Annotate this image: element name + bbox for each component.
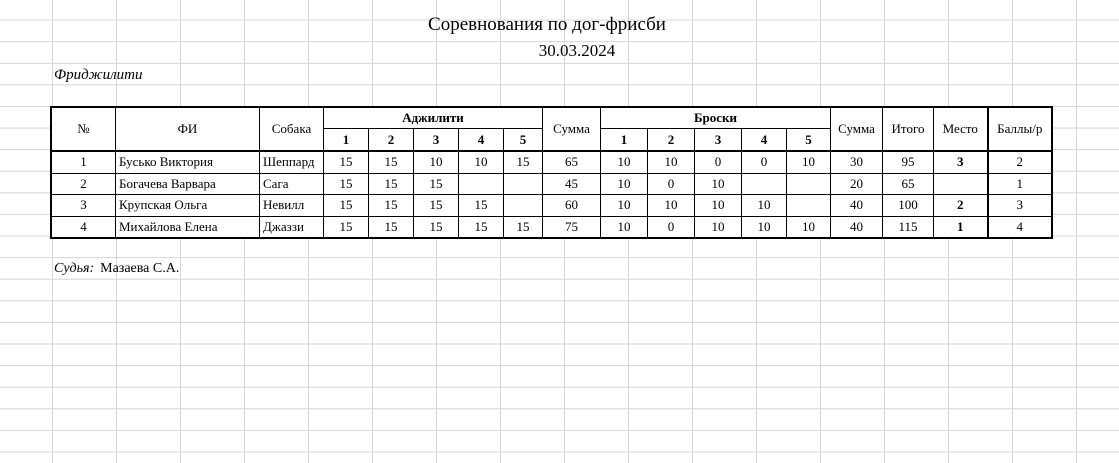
row-num[interactable]: 2 [52,173,116,195]
header-name: ФИ [116,108,260,152]
competition-date: 30.03.2024 [538,41,616,60]
agility-sum[interactable]: 60 [543,195,601,217]
header-agility: Аджилити [324,108,543,129]
agility-score[interactable]: 15 [459,216,504,238]
total-score[interactable]: 65 [883,173,934,195]
agility-round-header: 3 [414,129,459,152]
discipline-label: Фриджилити [54,67,143,83]
throw-score[interactable]: 10 [742,216,787,238]
points[interactable]: 1 [988,173,1052,195]
agility-score[interactable]: 15 [369,216,414,238]
throw-score[interactable]: 10 [648,151,695,173]
throw-score[interactable]: 0 [648,173,695,195]
judge-name: Мазаева С.А. [100,261,180,276]
judge-line [54,261,179,277]
throws-round-header: 2 [648,129,695,152]
throw-score[interactable]: 10 [601,195,648,217]
agility-sum[interactable]: 65 [543,151,601,173]
throw-score[interactable]: 10 [695,195,742,217]
throw-score[interactable]: 10 [787,216,831,238]
row-num[interactable]: 3 [52,195,116,217]
participant-name[interactable]: Михайлова Елена [116,216,260,238]
place[interactable]: 3 [934,151,988,173]
row-num[interactable]: 4 [52,216,116,238]
agility-score[interactable] [504,173,543,195]
table-row [52,151,1052,173]
agility-score[interactable]: 15 [504,151,543,173]
throw-score[interactable]: 10 [601,216,648,238]
agility-score[interactable]: 15 [369,151,414,173]
agility-score[interactable]: 15 [324,195,369,217]
points[interactable]: 3 [988,195,1052,217]
throws-sum[interactable]: 40 [831,216,883,238]
agility-score[interactable]: 15 [459,195,504,217]
dog-name[interactable]: Невилл [260,195,324,217]
agility-round-header: 2 [369,129,414,152]
agility-score[interactable]: 15 [414,195,459,217]
throws-sum[interactable]: 40 [831,195,883,217]
place[interactable] [934,173,988,195]
row-num[interactable]: 1 [52,151,116,173]
agility-score[interactable]: 15 [324,216,369,238]
total-score[interactable]: 95 [883,151,934,173]
agility-round-header: 5 [504,129,543,152]
header-points: Баллы/р [988,108,1052,152]
participant-name[interactable]: Крупская Ольга [116,195,260,217]
agility-sum[interactable]: 75 [543,216,601,238]
throws-sum[interactable]: 30 [831,151,883,173]
participant-name[interactable]: Богачева Варвара [116,173,260,195]
throw-score[interactable]: 10 [601,151,648,173]
agility-score[interactable]: 15 [369,195,414,217]
throw-score[interactable]: 0 [648,216,695,238]
throw-score[interactable]: 10 [787,151,831,173]
throw-score[interactable]: 0 [695,151,742,173]
throws-round-header: 1 [601,129,648,152]
agility-score[interactable]: 15 [324,151,369,173]
total-score[interactable]: 115 [883,216,934,238]
dog-name[interactable]: Шеппард [260,151,324,173]
throw-score[interactable]: 0 [742,151,787,173]
agility-score[interactable]: 15 [504,216,543,238]
table-row [52,195,1052,217]
dog-name[interactable]: Сага [260,173,324,195]
table-row [52,216,1052,238]
agility-score[interactable]: 10 [414,151,459,173]
throw-score[interactable]: 10 [695,173,742,195]
header-dog: Собака [260,108,324,152]
points[interactable]: 2 [988,151,1052,173]
throws-round-header: 3 [695,129,742,152]
agility-sum[interactable]: 45 [543,173,601,195]
throw-score[interactable]: 10 [742,195,787,217]
header-place: Место [934,108,988,152]
throw-score[interactable]: 10 [695,216,742,238]
header-sum-throws: Сумма [831,108,883,152]
total-score[interactable]: 100 [883,195,934,217]
throw-score[interactable] [787,173,831,195]
agility-score[interactable] [459,173,504,195]
agility-score[interactable]: 10 [459,151,504,173]
agility-score[interactable]: 15 [324,173,369,195]
throws-sum[interactable]: 20 [831,173,883,195]
header-total: Итого [883,108,934,152]
results-table [51,107,1052,238]
throw-score[interactable]: 10 [601,173,648,195]
header-throws: Броски [601,108,831,129]
throws-round-header: 5 [787,129,831,152]
throw-score[interactable] [742,173,787,195]
participant-name[interactable]: Бусько Виктория [116,151,260,173]
points[interactable]: 4 [988,216,1052,238]
dog-name[interactable]: Джаззи [260,216,324,238]
agility-score[interactable]: 15 [369,173,414,195]
throws-round-header: 4 [742,129,787,152]
sheet-title: Соревнования по дог-фрисби [428,14,666,35]
header-sum-agility: Сумма [543,108,601,152]
agility-score[interactable]: 15 [414,173,459,195]
agility-round-header: 4 [459,129,504,152]
agility-score[interactable]: 15 [414,216,459,238]
judge-label: Судья: [54,261,95,276]
throw-score[interactable] [787,195,831,217]
agility-round-header: 1 [324,129,369,152]
table-row [52,173,1052,195]
throw-score[interactable]: 10 [648,195,695,217]
place[interactable]: 2 [934,195,988,217]
agility-score[interactable] [504,195,543,217]
place[interactable]: 1 [934,216,988,238]
header-num: № [52,108,116,152]
